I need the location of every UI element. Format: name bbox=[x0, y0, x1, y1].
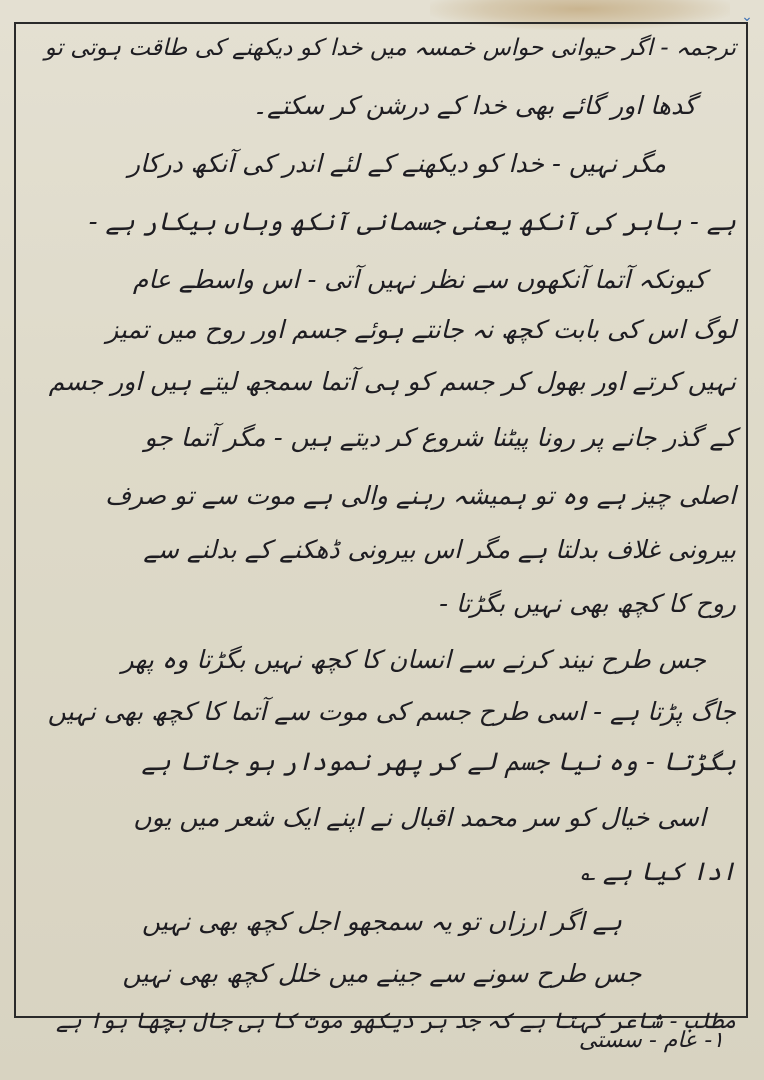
text-line-2: گدھا اور گائے بھی خدا کے درشن کر سکتے۔ bbox=[252, 91, 696, 120]
text-line-19: مطلب - شاعر کہتا ہے کہ جد ہر دیکھو موت کا ہی جال بچھا ہوا ہے bbox=[55, 1009, 736, 1034]
couplet-line-1: ہے اگر ارزاں تو یہ سمجھو اجل کچھ بھی نہیں bbox=[142, 907, 622, 936]
text-line-8: کے گذر جانے پر رونا پیٹنا شروع کر دیتے ہیں - مگر آتما جو bbox=[144, 423, 736, 452]
text-line-16: ادا کیا ہے ؎ bbox=[580, 857, 736, 886]
text-line-13: جاگ پڑتا ہے - اسی طرح جسم کی موت سے آتما کا کچھ بھی نہیں bbox=[47, 697, 736, 726]
text-line-7: نہیں کرتے اور بھول کر جسم کو ہی آتما سمجھ لیتے ہیں اور جسم bbox=[48, 367, 736, 396]
text-line-14: بگڑتا - وہ نیا جسم لے کر پھر نمودار ہو جاتا ہے bbox=[141, 747, 736, 776]
text-line-10: بیرونی غلاف بدلتا ہے مگر اس بیرونی ڈھکنے کے بدلنے سے bbox=[143, 535, 736, 564]
text-line-12: جس طرح نیند کرنے سے انسان کا کچھ نہیں بگڑتا وہ پھر bbox=[121, 645, 706, 674]
text-line-1: ترجمہ - اگر حیوانی حواس خمسہ میں خدا کو دیکھنے کی طاقت ہوتی تو bbox=[44, 35, 736, 61]
footnote: ۱- عام - سستی bbox=[578, 1028, 724, 1053]
corner-mark-icon: ⌄ bbox=[741, 9, 753, 25]
couplet-line-2: جس طرح سونے سے جینے میں خلل کچھ بھی نہیں bbox=[122, 959, 642, 988]
text-line-6: لوگ اس کی بابت کچھ نہ جانتے ہوئے جسم اور روح میں تمیز bbox=[106, 315, 736, 344]
text-line-5: کیونکہ آتما آنکھوں سے نظر نہیں آتی - اس واسطے عام bbox=[132, 265, 706, 294]
text-line-11: روح کا کچھ بھی نہیں بگڑتا - bbox=[439, 589, 736, 618]
text-line-9: اصلی چیز ہے وہ تو ہمیشہ رہنے والی ہے موت سے تو صرف bbox=[105, 481, 736, 510]
text-line-4: ہے - باہر کی آنکھ یعنی جسمانی آنکھ وہاں بیکار ہے - bbox=[88, 207, 736, 236]
text-line-3: مگر نہیں - خدا کو دیکھنے کے لئے اندر کی آنکھ درکار bbox=[127, 149, 666, 178]
text-line-15: اسی خیال کو سر محمد اقبال نے اپنے ایک شعر میں یوں bbox=[133, 803, 706, 832]
